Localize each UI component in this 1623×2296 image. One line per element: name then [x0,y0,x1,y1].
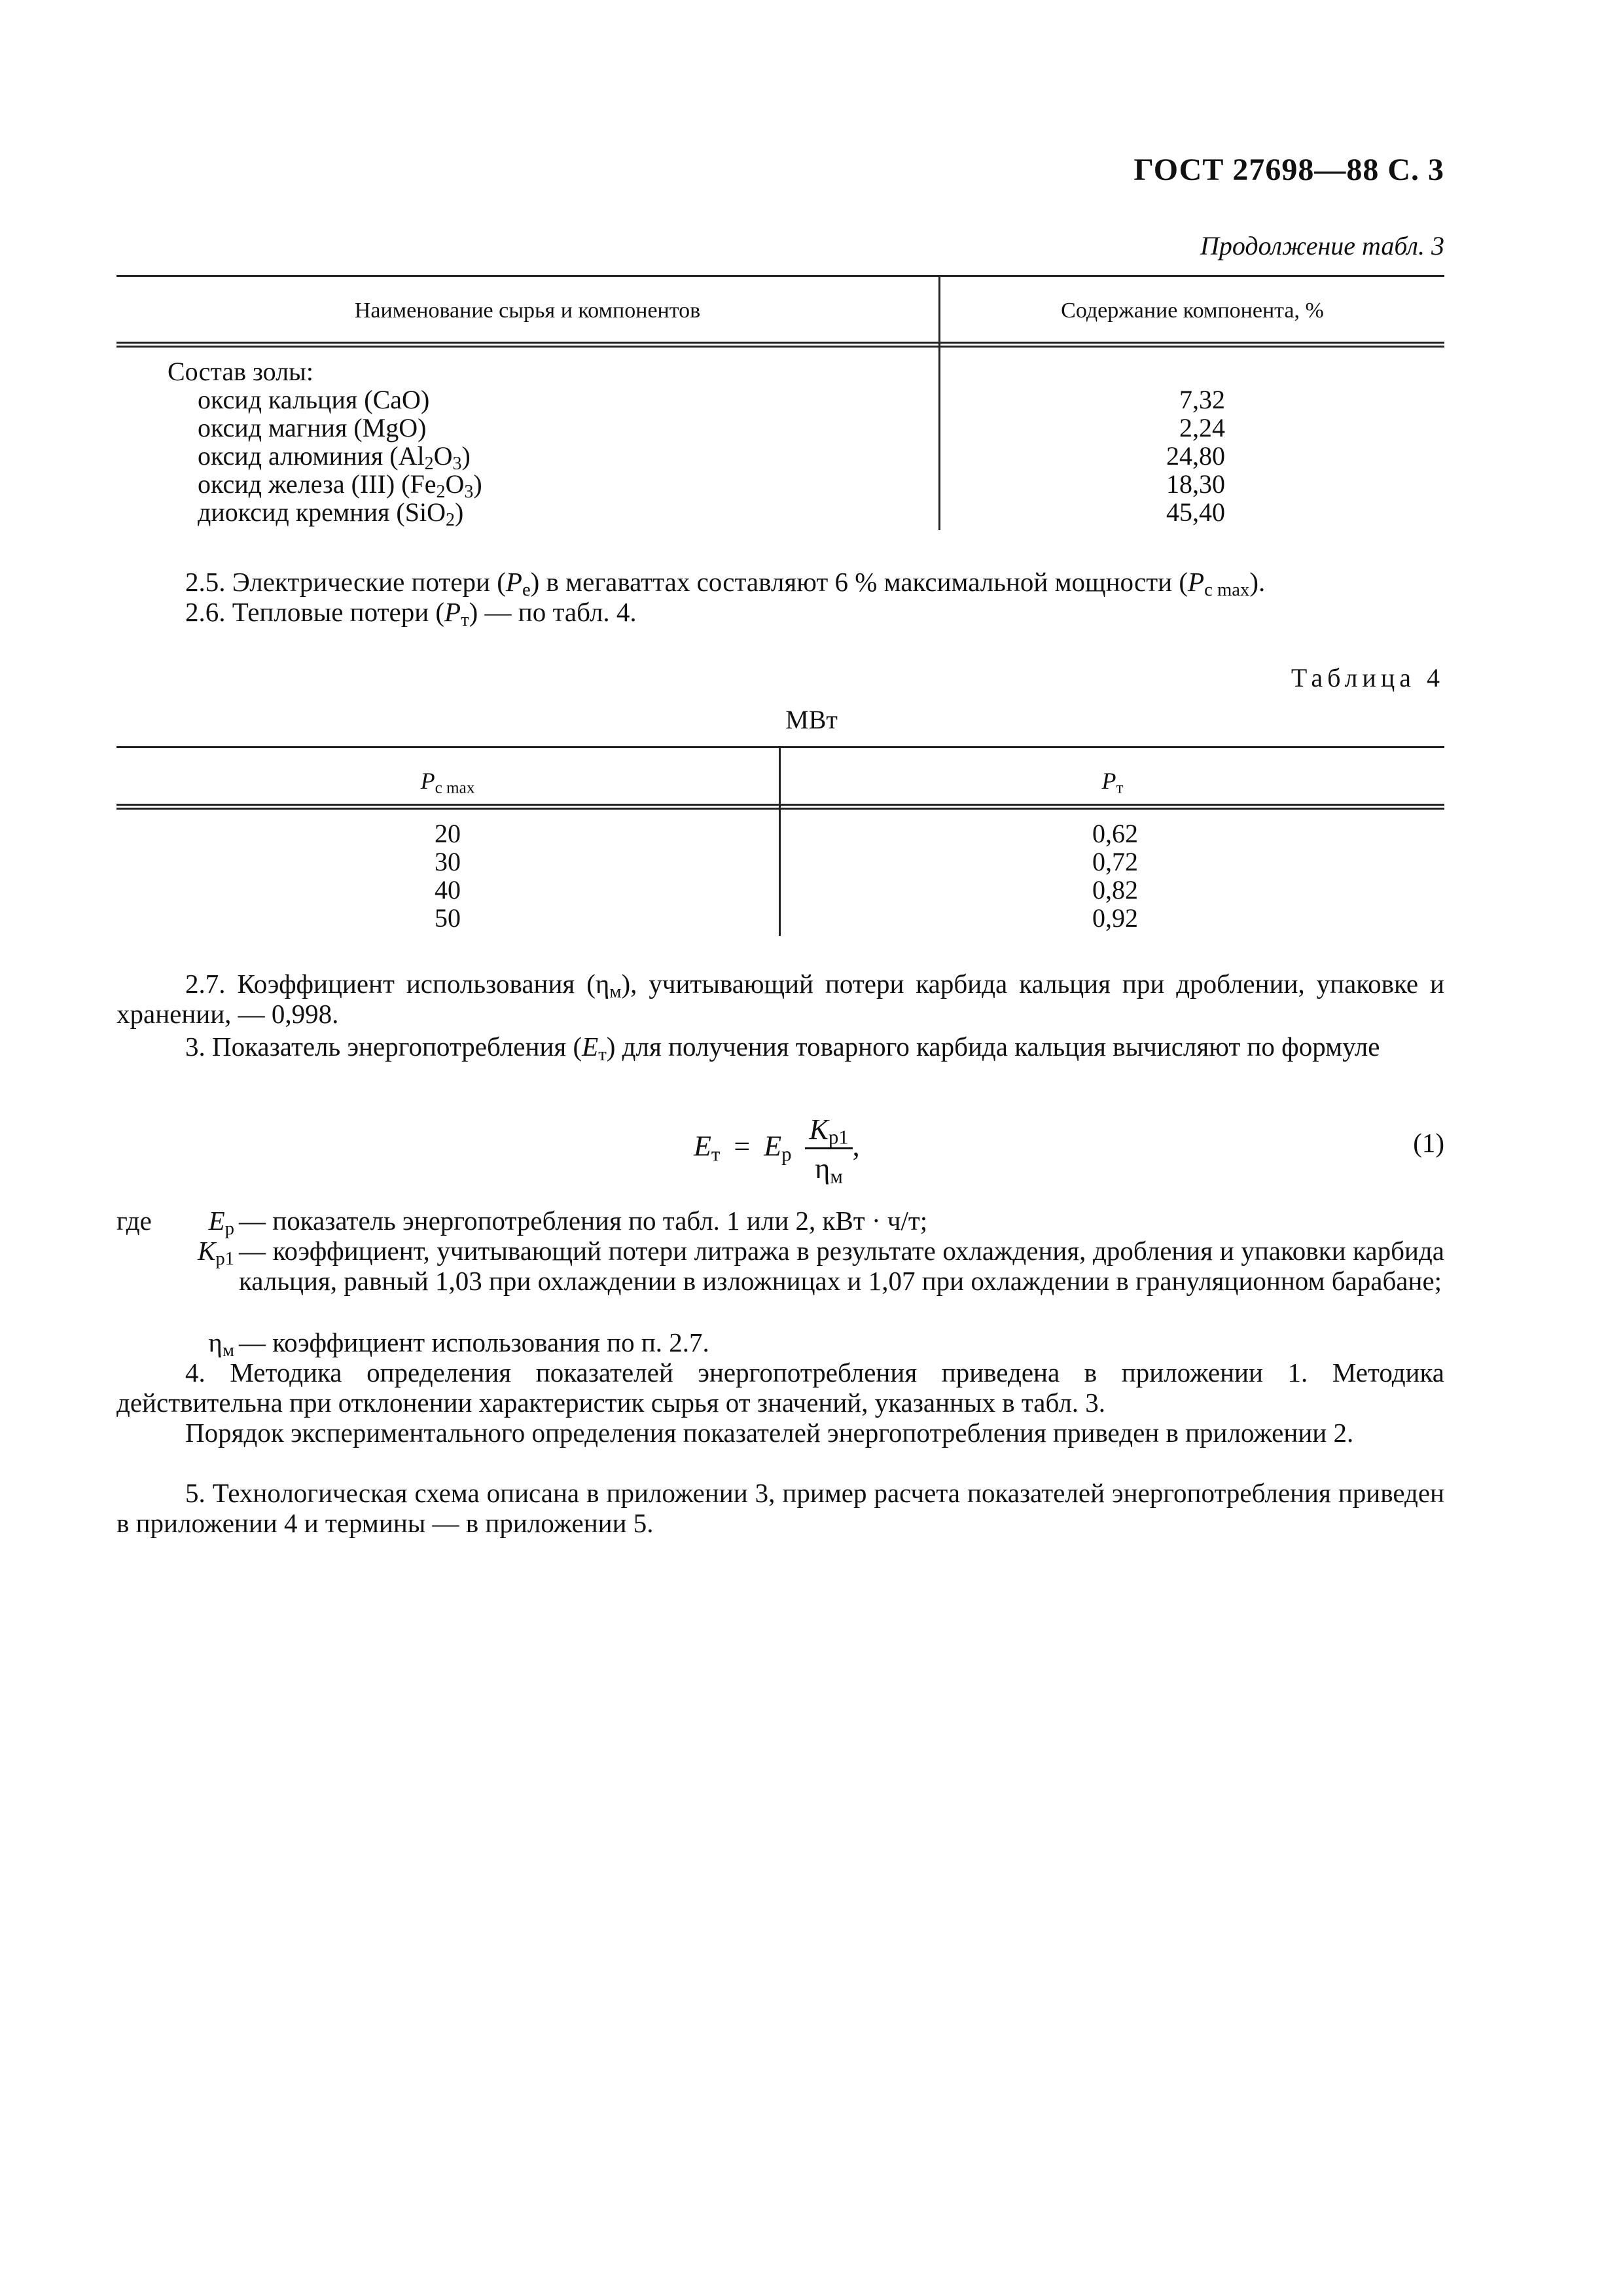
paragraph-4: 4. Методика определения показателей энергопотребления приведена в приложении 1. Методика действительна при отклонении характеристик сырья от значений, указанных в табл. 3. [116,1357,1444,1418]
table4-title: Таблица 4 [1291,663,1444,692]
ash-row-sio2: диоксид кремния (SiO$_2$) [198,497,464,530]
paragraph-2-6: 2.6. Тепловые потери $(P_т)$ — по табл. 4. [185,597,637,631]
def-term-ep: где $E_р$ [116,1206,234,1240]
ash-row-mgo: оксид магния (MgO) [198,413,427,442]
table4-pt-072: 0,72 [1092,847,1138,876]
ash-value-cao: 7,32 [1179,385,1225,414]
def-term-etam: $\eta_м$ [208,1327,234,1361]
table4-pt-092: 0,92 [1092,903,1138,933]
paragraph-5: 5. Технологическая схема описана в приложении 3, пример расчета показателей энергопотребления приведен в приложении 4 и термины — в приложении 5. [116,1478,1444,1538]
table3-header-rule [116,342,1444,344]
table4-pc-30: 30 [435,847,461,876]
table3-top-rule [116,275,1444,277]
ash-value-sio2: 45,40 [1166,497,1225,527]
paragraph-3: 3. Показатель энергопотребления $(E_т)$ для получения товарного карбида кальция вычисляют по формуле [185,1031,1380,1066]
ash-value-fe2o3: 18,30 [1166,469,1225,499]
paragraph-2-5: 2.5. Электрические потери $(P_e)$ в мегаваттах составляют 6 % максимальной мощности $(P_{c max})$. [185,567,1266,601]
table4-pt-062: 0,62 [1092,819,1138,848]
def-text-ep: — показатель энергопотребления по табл. 1 или 2, кВт · ч/т; [239,1206,928,1236]
formula-fraction: $\frac{K_{р1}}{\eta_м}$ [805,1113,852,1185]
table4-pc-50: 50 [435,903,461,933]
table4-col2-header: $P_т$ [1101,768,1124,797]
formula-1: $E_т = E_р$ $\frac{K_{р1}}{\eta_м}$ , [694,1113,860,1188]
paragraph-2-7: 2.7. Коэффициент использования $(\eta_м)$, учитывающий потери карбида кальция при дроблении, упаковке и хранении, — 0,998. [116,969,1444,1029]
table-continuation-label: Продолжение табл. 3 [1200,231,1444,260]
paragraph-4-procedure: Порядок экспериментального определения показателей энергопотребления приведен в приложении 2. [185,1418,1354,1448]
table3-header-rule-2 [116,346,1444,348]
ash-value-mgo: 2,24 [1179,413,1225,442]
ash-row-al2o3: оксид алюминия $(Al_2O_3)$ [198,441,471,474]
formula-number: (1) [1413,1128,1444,1158]
table3-col1-header: Наименование сырья и компонентов [354,298,701,323]
ash-value-al2o3: 24,80 [1166,441,1225,471]
def-term-kp1: $K_{р1}$ [197,1236,234,1270]
def-text-etam: — коэффициент использования по п. 2.7. [239,1327,709,1357]
page-header: ГОСТ 27698—88 С. 3 [1133,152,1444,187]
table4-pc-20: 20 [435,819,461,848]
ash-row-cao: оксид кальция (CaO) [198,385,430,414]
table4-unit: МВт [785,705,838,734]
ash-composition-label: Состав золы: [168,357,314,386]
def-text-kp1: — коэффициент, учитывающий потери литража в результате охлаждения, дробления и упаковки карбида кальция, равный 1,03 при охлаждении в изложницах и 1,07 при охлаждении в грануляционном барабане; [239,1236,1444,1296]
table3-col2-header: Содержание компонента, % [1061,298,1324,323]
table4-pt-082: 0,82 [1092,875,1138,905]
table4-col1-header: $P_{c max}$ [420,768,475,797]
table4-pc-40: 40 [435,875,461,905]
ash-row-fe2o3: оксид железа (III) $(Fe_2O_3)$ [198,469,482,502]
